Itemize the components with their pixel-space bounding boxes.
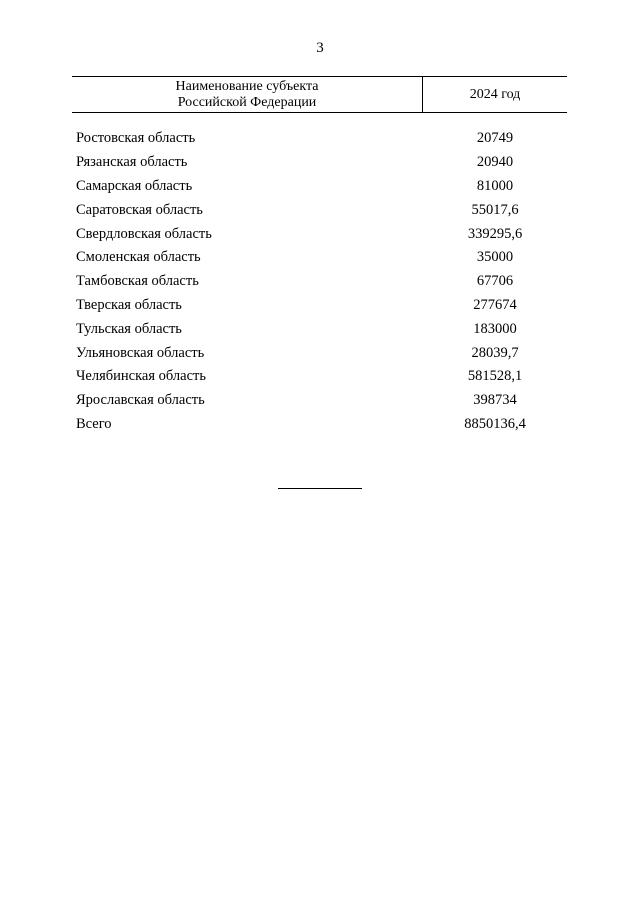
row-value: 81000 xyxy=(476,177,514,194)
row-subject-name: Свердловская область xyxy=(76,225,212,242)
table-row xyxy=(76,246,567,270)
row-subject-name: Ростовская область xyxy=(76,130,196,147)
table-row xyxy=(76,270,567,294)
table-body xyxy=(76,127,567,436)
page-number: 3 xyxy=(316,40,324,56)
header-subject-name-line2: Российской Федерации xyxy=(177,94,317,110)
row-value: 183000 xyxy=(473,320,517,337)
row-subject-name: Ульяновская область xyxy=(76,344,205,361)
row-value: 581528,1 xyxy=(467,368,523,385)
table-row xyxy=(76,365,567,389)
row-subject-name: Самарская область xyxy=(76,177,193,194)
row-subject-name: Тверская область xyxy=(76,296,182,313)
row-subject-name: Рязанская область xyxy=(76,154,188,171)
row-subject-name: Челябинская область xyxy=(76,368,206,385)
table-row xyxy=(76,317,567,341)
row-value: 67706 xyxy=(476,273,514,290)
row-value: 339295,6 xyxy=(467,225,523,242)
table-row xyxy=(76,389,567,413)
row-subject-name: Тульская область xyxy=(76,320,182,337)
row-subject-name: Саратовская область xyxy=(76,201,203,218)
header-year: 2024 год xyxy=(469,86,521,102)
row-subject-name: Ярославская область xyxy=(76,392,205,409)
table-row xyxy=(76,294,567,318)
row-value: 20940 xyxy=(476,154,514,171)
row-value: 35000 xyxy=(476,249,514,266)
table-row xyxy=(76,175,567,199)
end-divider xyxy=(278,488,362,489)
table-row xyxy=(76,151,567,175)
header-subject-name xyxy=(72,77,423,112)
row-total-value: 8850136,4 xyxy=(464,415,526,432)
row-value: 20749 xyxy=(476,130,514,147)
row-value: 398734 xyxy=(473,392,517,409)
table-header xyxy=(72,76,567,113)
table-row xyxy=(76,198,567,222)
row-total-label: Всего xyxy=(76,415,112,432)
row-value: 277674 xyxy=(473,296,517,313)
table-row xyxy=(76,341,567,365)
row-subject-name: Смоленская область xyxy=(76,249,201,266)
table-row-total xyxy=(76,413,567,437)
row-subject-name: Тамбовская область xyxy=(76,273,199,290)
table-row xyxy=(76,222,567,246)
row-value: 55017,6 xyxy=(471,201,519,218)
header-subject-name-line1: Наименование субъекта xyxy=(175,78,319,94)
table-row xyxy=(76,127,567,151)
row-value: 28039,7 xyxy=(471,344,519,361)
